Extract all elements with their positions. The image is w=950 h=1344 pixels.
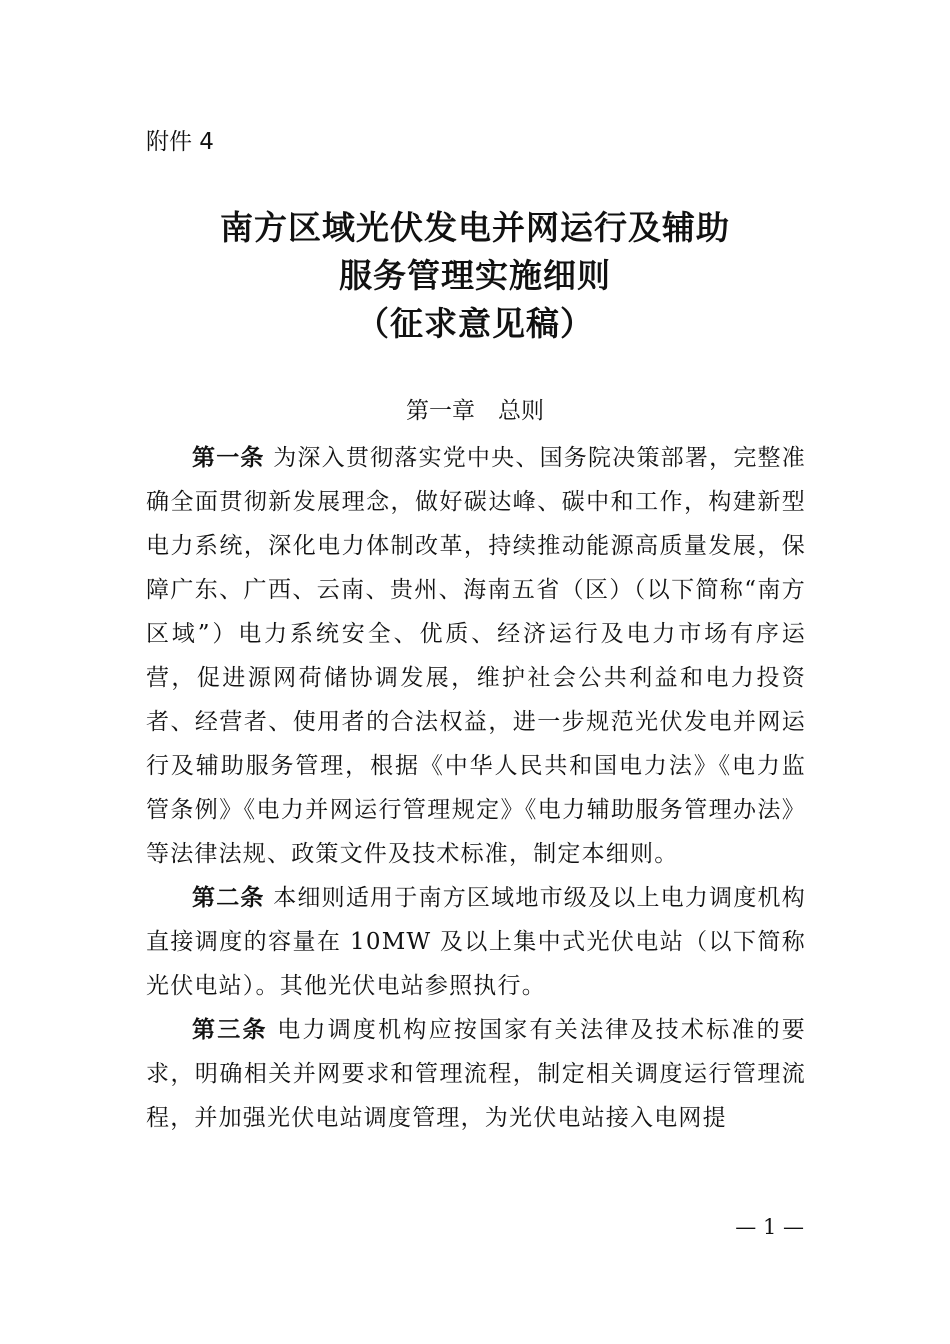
article-2 [146, 876, 806, 1008]
document-title [0, 204, 950, 348]
article-3-label: 第三条 [192, 1017, 268, 1043]
title-line-1: 南方区域光伏发电并网运行及辅助 [220, 208, 730, 247]
article-1-label: 第一条 [192, 445, 265, 471]
title-line-3: （征求意见稿） [356, 304, 594, 343]
chapter-heading: 第一章 总则 [406, 398, 544, 424]
article-2-label: 第二条 [192, 885, 265, 911]
article-3 [146, 1008, 806, 1140]
article-2-text: 本细则适用于南方区域地市级及以上电力调度机构直接调度的容量在 10MW 及以上集中式光伏电站（以下简称光伏电站）。其他光伏电站参照执行。 [146, 885, 806, 999]
article-1 [146, 436, 806, 876]
attachment-label: 附件 4 [146, 129, 214, 155]
article-1-text: 为深入贯彻落实党中央、国务院决策部署，完整准确全面贯彻新发展理念，做好碳达峰、碳中和工作，构建新型电力系统，深化电力体制改革，持续推动能源高质量发展，保障广东、广西、云南、贵州、海南五省（区）（以下简称“南方区域”）电力系统安全、优质、经济运行及电力市场有序运营，促进源网荷储协调发展，维护社会公共利益和电力投资者、经营者、使用者的合法权益，进一步规范光伏发电并网运行及辅助服务管理，根据《中华人民共和国电力法》《电力监管条例》《电力并网运行管理规定》《电力辅助服务管理办法》等法律法规、政策文件及技术标准，制定本细则。 [146, 445, 806, 867]
document-body [146, 436, 806, 1140]
title-line-2: 服务管理实施细则 [339, 256, 611, 295]
page-number: — 1 — [735, 1215, 804, 1239]
article-3-text: 电力调度机构应按国家有关法律及技术标准的要求，明确相关并网要求和管理流程，制定相关调度运行管理流程，并加强光伏电站调度管理，为光伏电站接入电网提 [146, 1017, 806, 1131]
